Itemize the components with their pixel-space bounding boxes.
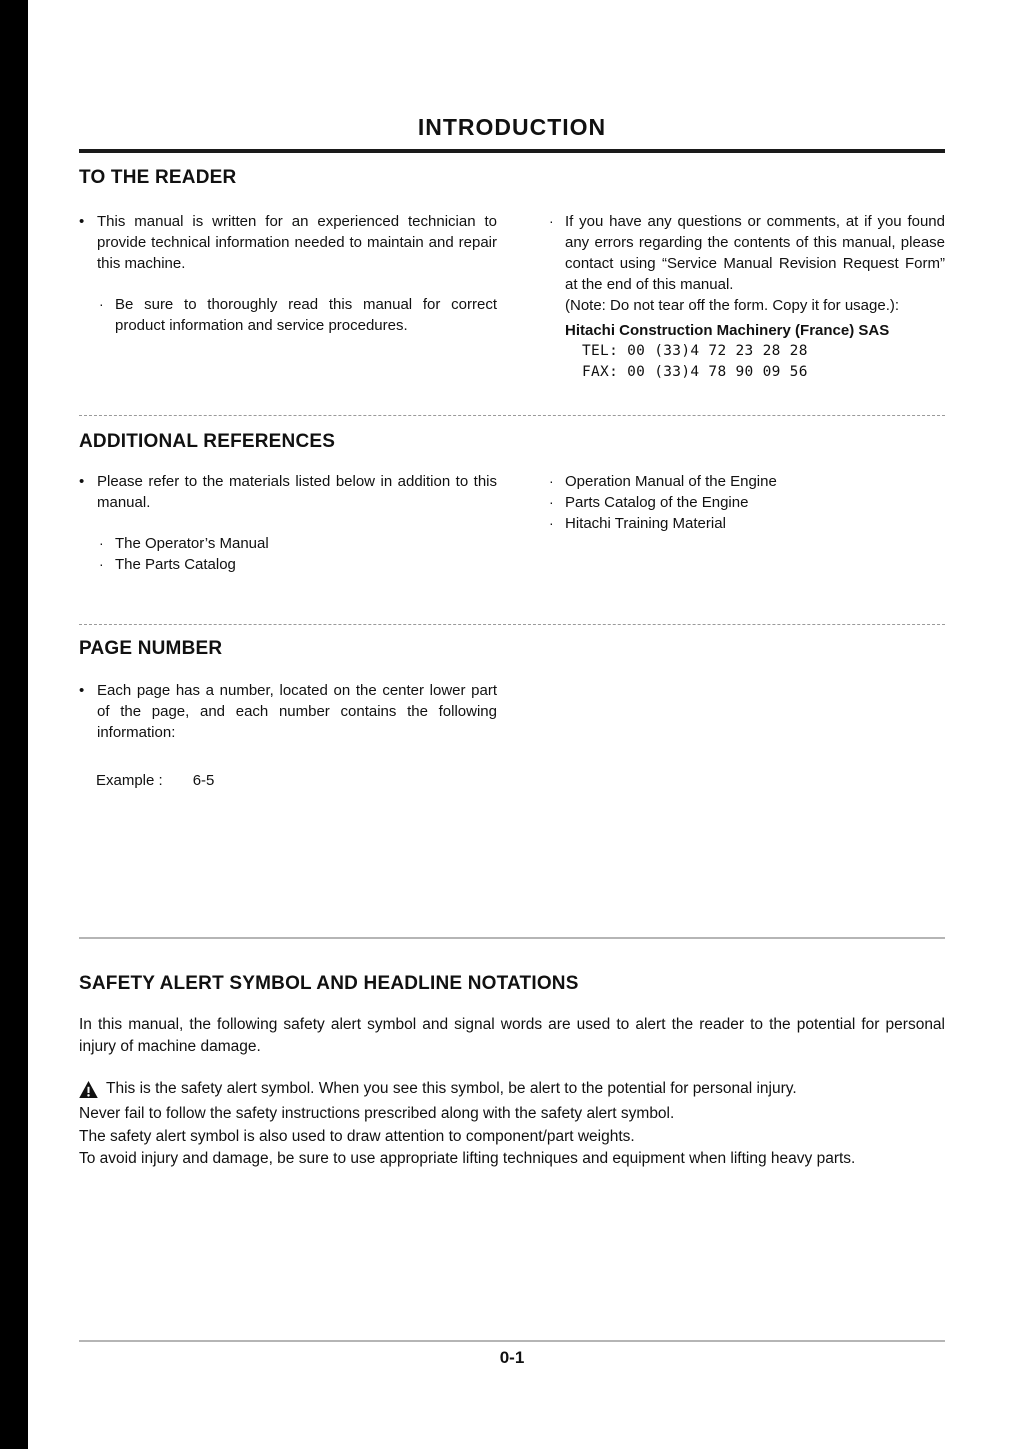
to-the-reader-right-column (549, 211, 945, 383)
sub-bullet-item (549, 211, 945, 295)
safety-intro-text: In this manual, the following safety alert symbol and signal words are used to alert the reader to the potential for personal injury of machine damage. (79, 1016, 945, 1055)
to-the-reader-columns (79, 211, 945, 383)
sub-bullet-marker: · (99, 535, 104, 551)
fax-line: FAX: 00 (33)4 78 90 09 56 (582, 364, 808, 380)
sub-bullet-marker: · (549, 494, 554, 510)
scan-binding-bar (0, 0, 28, 1449)
sub-bullet-item (99, 554, 497, 575)
company-name: Hitachi Construction Machinery (France) SAS (565, 322, 890, 339)
section-divider (79, 415, 945, 416)
bullet-marker: • (79, 473, 85, 490)
sub-bullet-marker: · (549, 213, 554, 229)
contact-note: (Note: Do not tear off the form. Copy it for usage.): (565, 297, 900, 314)
bullet-marker: • (79, 682, 85, 699)
page-title: INTRODUCTION (417, 114, 607, 140)
bullet-text: Each page has a number, located on the center lower part of the page, and each number contains the following information: (97, 682, 497, 741)
page-footer (79, 1340, 945, 1368)
page-number: 0-1 (499, 1348, 525, 1367)
sub-bullet-marker: · (99, 296, 104, 312)
sub-bullet-item (99, 533, 497, 554)
reference-item: Hitachi Training Material (565, 515, 726, 532)
sub-bullet-item (549, 492, 945, 513)
section-heading-page-number: PAGE NUMBER (79, 638, 223, 659)
sub-bullet-item (549, 513, 945, 534)
bullet-text: This manual is written for an experienced technician to provide technical information needed to maintain and repair this machine. (97, 213, 497, 272)
sub-bullet-text: If you have any questions or comments, at if you found any errors regarding the contents of this manual, please contact using “Service Manual Revision Request Form” at the end of this manual. (565, 213, 945, 293)
additional-references-columns (79, 471, 945, 575)
sub-bullet-item (99, 294, 497, 336)
sub-bullet-marker: · (99, 556, 104, 572)
to-the-reader-left-column (79, 211, 497, 383)
bullet-item (79, 211, 497, 274)
example-label: Example : (96, 772, 163, 789)
contact-block (565, 320, 945, 383)
example-value: 6-5 (192, 772, 215, 789)
page-number-example (96, 770, 945, 791)
section-divider (79, 624, 945, 625)
section-divider (79, 937, 945, 939)
reference-list (79, 533, 497, 575)
title-double-rule (79, 149, 945, 153)
bullet-item (79, 471, 497, 513)
tel-line: TEL: 00 (33)4 72 23 28 28 (582, 343, 808, 359)
section-heading-additional-references: ADDITIONAL REFERENCES (79, 431, 336, 452)
section-heading-safety-alert: SAFETY ALERT SYMBOL AND HEADLINE NOTATIONS (79, 973, 579, 994)
bullet-marker: • (79, 213, 85, 230)
safety-line-text: To avoid injury and damage, be sure to use appropriate lifting techniques and equipment when lifting heavy parts. (79, 1150, 856, 1167)
safety-line-text: The safety alert symbol is also used to draw attention to component/part weights. (79, 1127, 635, 1145)
reference-item: Operation Manual of the Engine (565, 473, 777, 490)
footer-rule (79, 1340, 945, 1342)
sub-bullet-marker: · (549, 515, 554, 531)
bullet-item (79, 680, 497, 743)
safety-symbol-line (79, 1078, 945, 1103)
bullet-text: Please refer to the materials listed below in addition to this manual. (97, 473, 497, 511)
sub-bullet-item (549, 471, 945, 492)
safety-line-text: Never fail to follow the safety instructions prescribed along with the safety alert symbol. (79, 1105, 675, 1122)
reference-item: The Operator’s Manual (115, 535, 269, 552)
reference-item: The Parts Catalog (115, 556, 236, 573)
section-heading-to-the-reader: TO THE READER (79, 167, 237, 188)
reference-item: Parts Catalog of the Engine (565, 494, 749, 511)
sub-bullet-marker: · (549, 473, 554, 489)
warning-triangle-icon (79, 1081, 98, 1103)
page-content (79, 0, 945, 1171)
safety-line-text: This is the safety alert symbol. When you see this symbol, be alert to the potential for personal injury. (106, 1080, 797, 1097)
sub-bullet-text: Be sure to thoroughly read this manual for correct product information and service procedures. (115, 296, 497, 334)
additional-references-right-column (549, 471, 945, 575)
additional-references-left-column (79, 471, 497, 575)
